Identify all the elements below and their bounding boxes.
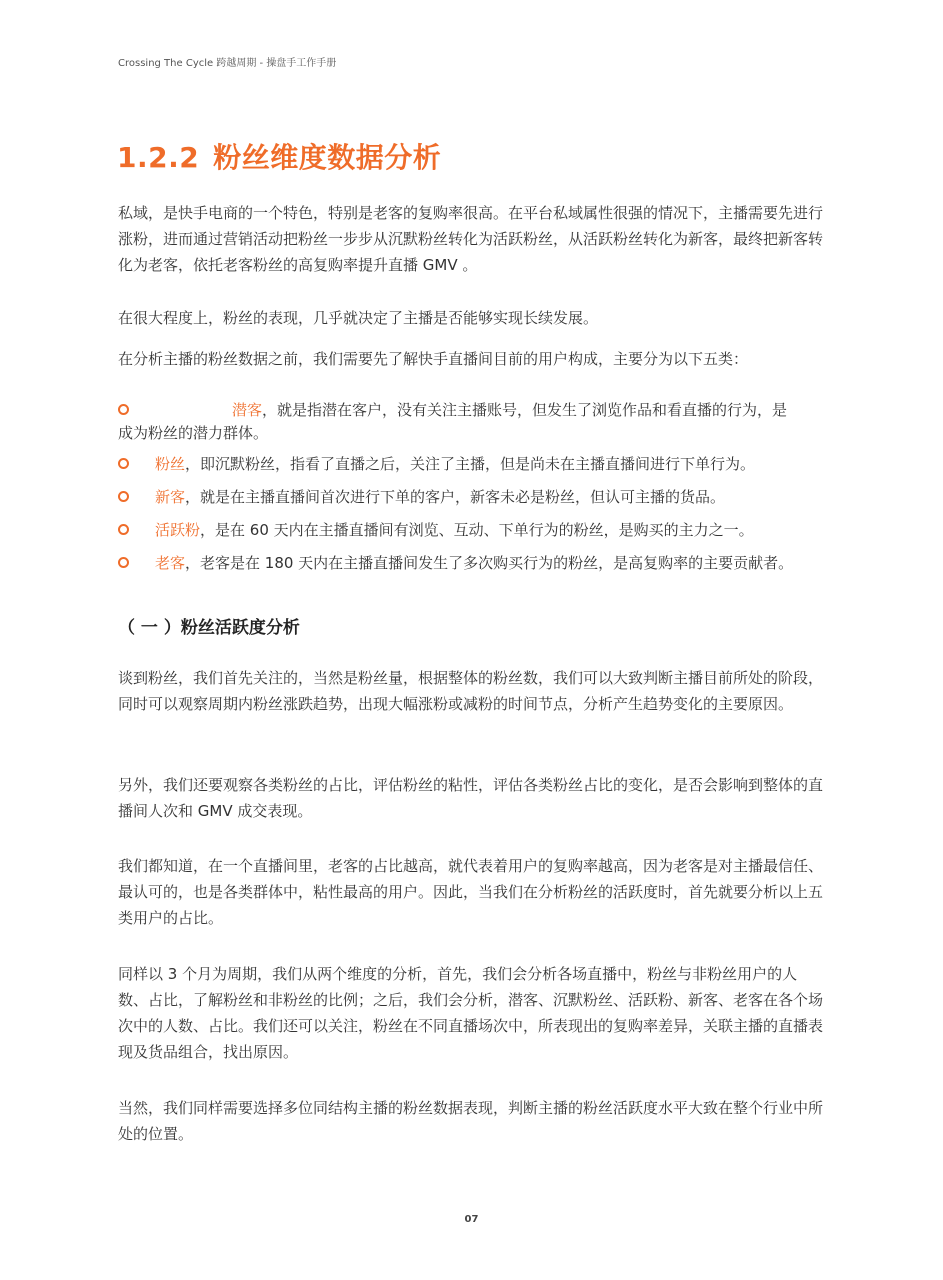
bullet-circle-icon	[118, 557, 129, 568]
category-item-fans	[118, 453, 824, 476]
category-item-old-customer	[118, 552, 824, 575]
bullet-circle-icon	[118, 524, 129, 535]
category-item-potential	[118, 399, 824, 445]
intro-paragraph-2: 在很大程度上，粉丝的表现，几乎就决定了主播是否能够实现长续发展。	[118, 309, 599, 327]
bullet-circle-icon	[118, 458, 129, 469]
category-description: ，即沉默粉丝，指看了直播之后，关注了主播，但是尚未在主播直播间进行下单行为。	[185, 455, 756, 473]
running-header: Crossing The Cycle 跨越周期 - 操盘手工作手册	[118, 58, 337, 69]
body-paragraph-2: 另外，我们还要观察各类粉丝的占比，评估粉丝的粘性，评估各类粉丝占比的变化，是否会影响到整体的直播间人次和 GMV 成交表现。	[118, 776, 824, 820]
category-description: ，老客是在 180 天内在主播直播间发生了多次购买行为的粉丝，是高复购率的主要贡献者。	[185, 554, 794, 572]
category-term: 老客	[155, 554, 186, 572]
page-number: 07	[464, 1214, 479, 1225]
body-paragraph-1: 谈到粉丝，我们首先关注的，当然是粉丝量，根据整体的粉丝数，我们可以大致判断主播目前所处的阶段，同时可以观察周期内粉丝涨跌趋势，出现大幅涨粉或减粉的时间节点，分析产生趋势变化的主要原因。	[118, 669, 824, 713]
category-description-continued: 成为粉丝的潜力群体。	[118, 424, 269, 442]
subsection-title: （ 一 ）粉丝活跃度分析	[118, 618, 300, 638]
bullet-circle-icon	[118, 404, 129, 415]
category-description: ，就是在主播直播间首次进行下单的客户，新客未必是粉丝，但认可主播的货品。	[185, 488, 726, 506]
category-item-new-customer	[118, 486, 824, 509]
category-term: 粉丝	[155, 455, 186, 473]
body-paragraph-4: 同样以 3 个月为周期，我们从两个维度的分析，首先，我们会分析各场直播中，粉丝与非粉丝用户的人数、占比，了解粉丝和非粉丝的比例；之后，我们会分析，潜客、沉默粉丝、活跃粉、新客、老客在各个场次中的人数、占比。我们还可以关注，粉丝在不同直播场次中，所表现出的复购率差异，关联主播的直播表现及货品组合，找出原因。	[118, 965, 824, 1061]
category-term: 活跃粉	[155, 521, 201, 539]
section-number: 1.2.2	[117, 141, 200, 174]
body-paragraph-3: 我们都知道，在一个直播间里，老客的占比越高，就代表着用户的复购率越高，因为老客是对主播最信任、最认可的，也是各类群体中，粘性最高的用户。因此，当我们在分析粉丝的活跃度时，首先就要分析以上五类用户的占比。	[118, 857, 824, 927]
bullet-circle-icon	[118, 491, 129, 502]
category-term: 潜客	[232, 401, 263, 419]
category-term: 新客	[155, 488, 186, 506]
category-description: ，就是指潜在客户，没有关注主播账号，但发生了浏览作品和看直播的行为，是	[262, 401, 788, 419]
intro-paragraph-3: 在分析主播的粉丝数据之前，我们需要先了解快手直播间目前的用户构成，主要分为以下五类：	[118, 350, 749, 368]
section-title	[117, 140, 441, 176]
category-description: ，是在 60 天内在主播直播间有浏览、互动、下单行为的粉丝，是购买的主力之一。	[200, 521, 754, 539]
section-title-text: 粉丝维度数据分析	[213, 141, 442, 174]
body-paragraph-5: 当然，我们同样需要选择多位同结构主播的粉丝数据表现，判断主播的粉丝活跃度水平大致在整个行业中所处的位置。	[118, 1099, 824, 1143]
category-item-active-fans	[118, 519, 824, 542]
intro-paragraph-1: 私域，是快手电商的一个特色，特别是老客的复购率很高。在平台私域属性很强的情况下，主播需要先进行涨粉，进而通过营销活动把粉丝一步步从沉默粉丝转化为活跃粉丝，从活跃粉丝转化为新客，最终把新客转化为老客，依托老客粉丝的高复购率提升直播 GMV 。	[118, 204, 824, 274]
